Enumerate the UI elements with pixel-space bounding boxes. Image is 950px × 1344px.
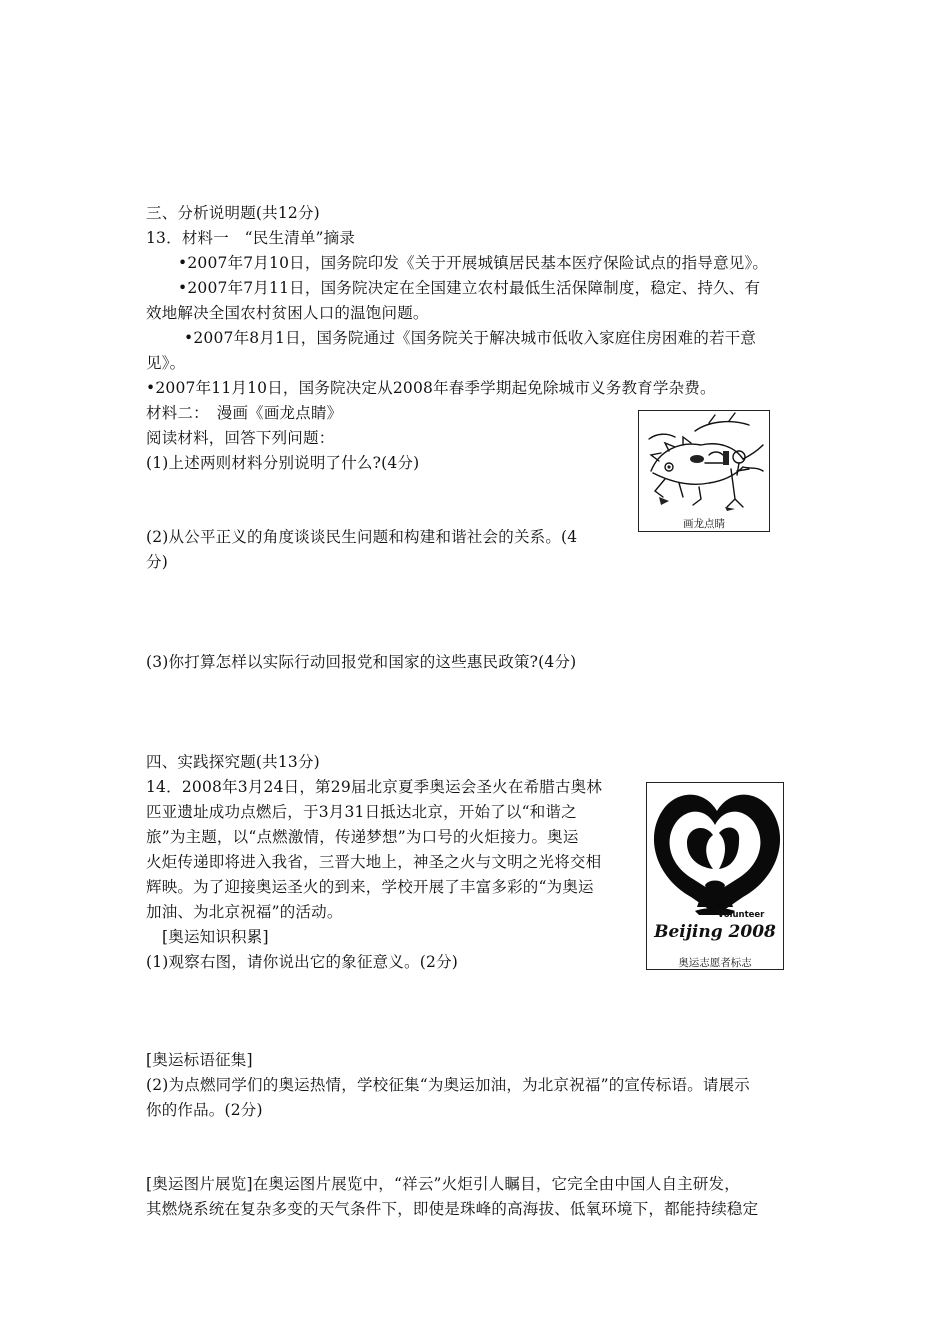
section3-heading: 三、分析说明题(共12分): [146, 204, 320, 222]
question13-part3: (3)你打算怎样以实际行动回报党和国家的这些惠民政策?(4分): [146, 653, 577, 671]
policy-item-1: •2007年7月10日，国务院印发《关于开展城镇居民基本医疗保险试点的指导意见》。: [178, 254, 769, 272]
question14-part1: (1)观察右图，请你说出它的象征意义。(2分): [146, 953, 459, 971]
question14-line6: 加油、为北京祝福”的活动。: [146, 903, 343, 921]
policy-item-3-line2: 见》。: [146, 354, 186, 372]
cartoon-caption: 画龙点睛: [683, 518, 725, 530]
question14-line5: 辉映。为了迎接奥运圣火的到来，学校开展了丰富多彩的“为奥运: [146, 878, 594, 896]
question14-part2-line1: (2)为点燃同学们的奥运热情，学校征集“为奥运加油，为北京祝福”的宣传标语。请展示: [146, 1076, 751, 1094]
dragon-cartoon-illustration: [639, 411, 769, 513]
policy-item-2-line2: 效地解决全国农村贫困人口的温饱问题。: [146, 304, 429, 322]
section4-heading: 四、实践探究题(共13分): [146, 753, 320, 771]
question14-part2-line2: 你的作品。(2分): [146, 1101, 263, 1119]
question13-title: 13．材料一 “民生清单”摘录: [146, 229, 356, 247]
policy-item-2-line1: •2007年7月11日，国务院决定在全国建立农村最低生活保障制度，稳定、持久、有: [178, 279, 761, 297]
question14-line3: 旅”为主题，以“点燃激情，传递梦想”为口号的火炬接力。奥运: [146, 828, 579, 846]
logo-beijing-text: Beijing 2008: [654, 922, 776, 942]
question13-part2-line1: (2)从公平正义的角度谈谈民生问题和构建和谐社会的关系。(4: [146, 528, 578, 546]
question13-part2-line2: 分): [146, 553, 168, 571]
policy-item-4: •2007年11月10日，国务院决定从2008年春季学期起免除城市义务教育学杂费。: [146, 379, 716, 397]
question13-part1: (1)上述两则材料分别说明了什么?(4分): [146, 454, 420, 472]
policy-item-3-line1: •2007年8月1日，国务院通过《国务院关于解决城市低收入家庭住房困难的若干意: [184, 329, 757, 347]
logo-caption: 奥运志愿者标志: [678, 957, 752, 969]
slogan-collection-heading: [奥运标语征集]: [146, 1051, 253, 1069]
cartoon-figure: [638, 410, 770, 532]
question14-line2: 匹亚遗址成功点燃后，于3月31日抵达北京，开始了以“和谐之: [146, 803, 577, 821]
reading-instruction: 阅读材料，回答下列问题：: [146, 429, 335, 447]
material-two-label: 材料二： 漫画《画龙点睛》: [146, 404, 343, 422]
question14-line4: 火炬传递即将进入我省，三晋大地上，神圣之火与文明之光将交相: [146, 853, 602, 871]
olympic-knowledge-heading: [奥运知识积累]: [162, 928, 269, 946]
volunteer-logo-figure: [646, 782, 784, 970]
photo-exhibit-line2: 其燃烧系统在复杂多变的天气条件下，即使是珠峰的高海拔、低氧环境下，都能持续稳定: [146, 1200, 759, 1218]
volunteer-heart-logo: [647, 783, 783, 953]
question14-line1: 14．2008年3月24日，第29届北京夏季奥运会圣火在希腊古奥林: [146, 778, 603, 796]
logo-volunteer-text: Volunteer: [717, 910, 765, 920]
photo-exhibit-line1: [奥运图片展览]在奥运图片展览中，“祥云”火炬引人瞩目，它完全由中国人自主研发，: [146, 1175, 740, 1193]
